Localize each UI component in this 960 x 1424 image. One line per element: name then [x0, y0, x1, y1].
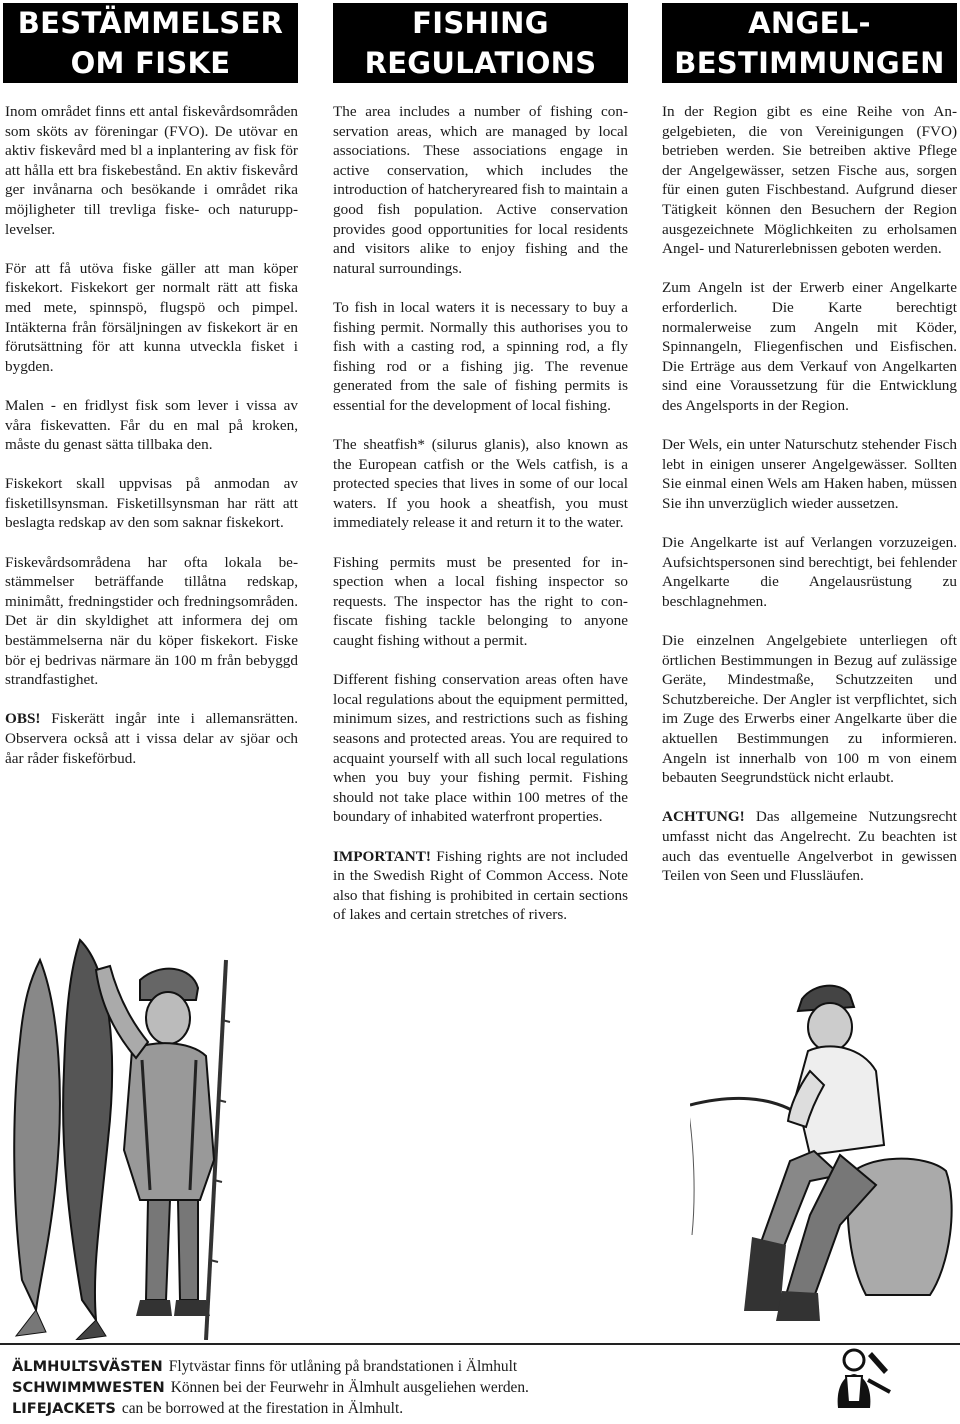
notice-paragraph	[5, 709, 298, 768]
paragraph: Malen - en fridlyst fisk som lever i vissa av våra fiskevatten. Får du en mal på kroken, måste du genast sätta tillbaka den.	[5, 396, 298, 454]
column-heading	[333, 3, 628, 83]
paragraph: Inom området finns ett antal fiskevårdsområden som sköts av föreningar (FVO). De utövar en aktiv fiskevård med bl a inplantering av fisk för att hålla ett bra fiskebestånd. En aktiv fiskevård ger invånarna och besökande i området rika möjligheter till trevliga fiske- och naturupplevelser.	[5, 103, 298, 238]
footer-label: SCHWIMMWESTEN	[12, 1379, 165, 1396]
paragraph: In der Region gibt es eine Reihe von Angelgebieten, die von Vereinigungen (FVO) betrieben werden. Sie betreiben aktive Pflege der Angelgewässer, setzen Fische aus, sorgen für einen guten Fischbestand. Aufgrund dieser Tätigkeit können den Besuchern der Region ausgezeichnete Möglichkeiten zu erholsamen Angel- und Naturerlebnissen geboten werden.	[662, 103, 957, 258]
paragraph: Die Angelkarte ist auf Verlangen vorzuzeigen. Aufsichtspersonen sind berechtigt, bei fehlender Angelkarte die Angelausrüstung zu beschlagnehmen.	[662, 534, 957, 610]
notice-paragraph	[333, 847, 628, 925]
column-heading	[662, 3, 957, 83]
paragraph: Zum Angeln ist der Erwerb einer Angelkarte erforderlich. Die Karte berechtigt normalerweise zum Angeln mit Köder, Spinnangeln, Fliegenfischen und Eisfischen. Die Erträge aus dem Verkauf von Angelkarten sind eine Voraussetzung für die Entwicklung des Angelsports in der Region.	[662, 279, 957, 414]
footer-label: ÄLMHULTSVÄSTEN	[12, 1358, 163, 1375]
footer-text: Können bei der Feurwehr in Älmhult ausgeliehen werden.	[170, 1379, 529, 1396]
notice-label: OBS!	[5, 710, 41, 728]
paragraph: Fishing permits must be presented for inspection when a local fishing inspector so requests. The inspector has the right to con-fiscate fishing tackle belonging to anyone caught fishing without a permit.	[333, 553, 628, 650]
column-body	[662, 83, 957, 886]
paragraph: Different fishing conservation areas often have local regulations about the equipment permitted, minimum sizes, and restrictions such as fishing seasons and protected areas. You are required to acquaint yourself with all such local regulations when you buy your fishing permit. Fishing should not take place within 100 metres of the boundary of inhabited waterfront properties.	[333, 671, 628, 826]
column-heading	[3, 3, 298, 83]
paragraph: För att få utöva fiske gäller att man köper fiskekort. Fiskekort ger normalt rätt att fiska med mete, spinnspö, flugspö och pimpel. Intäkterna från försäljningen av fiskekort är en förutsättning för att kunna utveckla fisket i bygden.	[5, 259, 298, 375]
footer-label: LIFEJACKETS	[12, 1400, 116, 1417]
column-german	[662, 3, 957, 905]
footer-row-swedish	[12, 1357, 517, 1376]
heading-line-2: BESTIMMUNGEN	[674, 46, 945, 80]
notice-label: IMPORTANT!	[333, 847, 431, 865]
column-english	[333, 3, 628, 945]
lifejacket-footer	[0, 1343, 960, 1424]
lifejacket-icon	[832, 1346, 894, 1416]
heading-line-1: ANGEL-	[748, 6, 871, 40]
notice-text: Das allgemeine Nutzungsrecht umfasst nicht das Angelrecht. Zu beachten ist auch das eventuelle Angelverbot in gewissen Teilen von Seen und Flussläufen.	[662, 808, 957, 885]
paragraph: The area includes a number of fishing conservation areas, which are managed by local associations. These associations engage in active conservation, which includes the introduction of hatcheryreared fish to maintain a good fish population. Active conservation provides good opportunities for local residents and visitors alike to enjoy fishing and the natural surroundings.	[333, 103, 628, 277]
footer-row-german	[12, 1378, 529, 1397]
paragraph: Fiskevårdsområdena har ofta lokala bestämmelser beträffande tillåtna redskap, minimått, fredningstider och fredningsområden. Det är din skyldighet att informera dej om bestämmelserna när du köper fiskekort. Fiske bör ej bedrivas närmare än 100 m från bebyggd strandfastighet.	[5, 553, 298, 689]
footer-text: Flytvästar finns för utlåning på brandstationen i Älmhult	[168, 1358, 518, 1375]
notice-text: Fishing rights are not included in the Swedish Right of Common Access. Note also that fishing is prohibited in certain sections of lakes and certain stretches of rivers.	[333, 847, 628, 924]
notice-paragraph	[662, 807, 957, 885]
paragraph: The sheatfish* (silurus glanis), also known as the European catfish or the Wels catfish, is a protected species that lives in some of our local waters. If you hook a sheatfish, you must immediately release it and return it to the water.	[333, 436, 628, 532]
footer-row-english	[12, 1399, 403, 1418]
paragraph: Die einzelnen Angelgebiete unterliegen oft örtlichen Bestimmungen in Bezug auf zulässige Geräte, Mindestmaße, Schutzzeiten und Schutzbereiche. Der Angler ist verpflichtet, sich im Zuge des Erwerbs einer Angelkarte über die aktuellen Bestimmungen zu informieren. Angeln ist innerhalb von 100 m von einem bebauten Seegrundstück nicht erlaubt.	[662, 632, 957, 787]
column-swedish	[3, 3, 298, 788]
angler-with-catch-icon	[0, 900, 250, 1340]
heading-line-2: REGULATIONS	[364, 46, 597, 80]
heading-line-2: OM FISKE	[70, 46, 231, 80]
notice-label: ACHTUNG!	[662, 808, 745, 826]
column-body	[333, 83, 628, 925]
paragraph: Fiskekort skall uppvisas på anmodan av fisketillsynsman. Fisketillsynsman har rätt att beslagta redskap av den som saknar fiskekort.	[5, 475, 298, 532]
notice-text: Fiskerätt ingår inte i allemansrätten. Observera också att i vissa delar av sjöar och åar råder fiskeförbud.	[5, 710, 298, 767]
heading-line-1: FISHING	[412, 6, 549, 40]
column-body	[3, 83, 298, 768]
heading-line-1: BESTÄMMELSER	[17, 6, 284, 40]
footer-text: can be borrowed at the firestation in Älmhult.	[121, 1400, 404, 1417]
paragraph: Der Wels, ein unter Naturschutz stehender Fisch lebt in einigen unserer Angelgewässer. Sollten Sie einmal einen Wels am Haken haben, müssen Sie ihn unverzüglich wieder aussetzen.	[662, 436, 957, 512]
seated-ice-angler-icon	[690, 975, 960, 1335]
paragraph: To fish in local waters it is necessary to buy a fishing permit. Normally this authorises you to fish with a casting rod, a spinning rod, a fly fishing rod or a fishing jig. The revenue generated from the sale of fishing permits is essential for the development of local fishing.	[333, 298, 628, 414]
